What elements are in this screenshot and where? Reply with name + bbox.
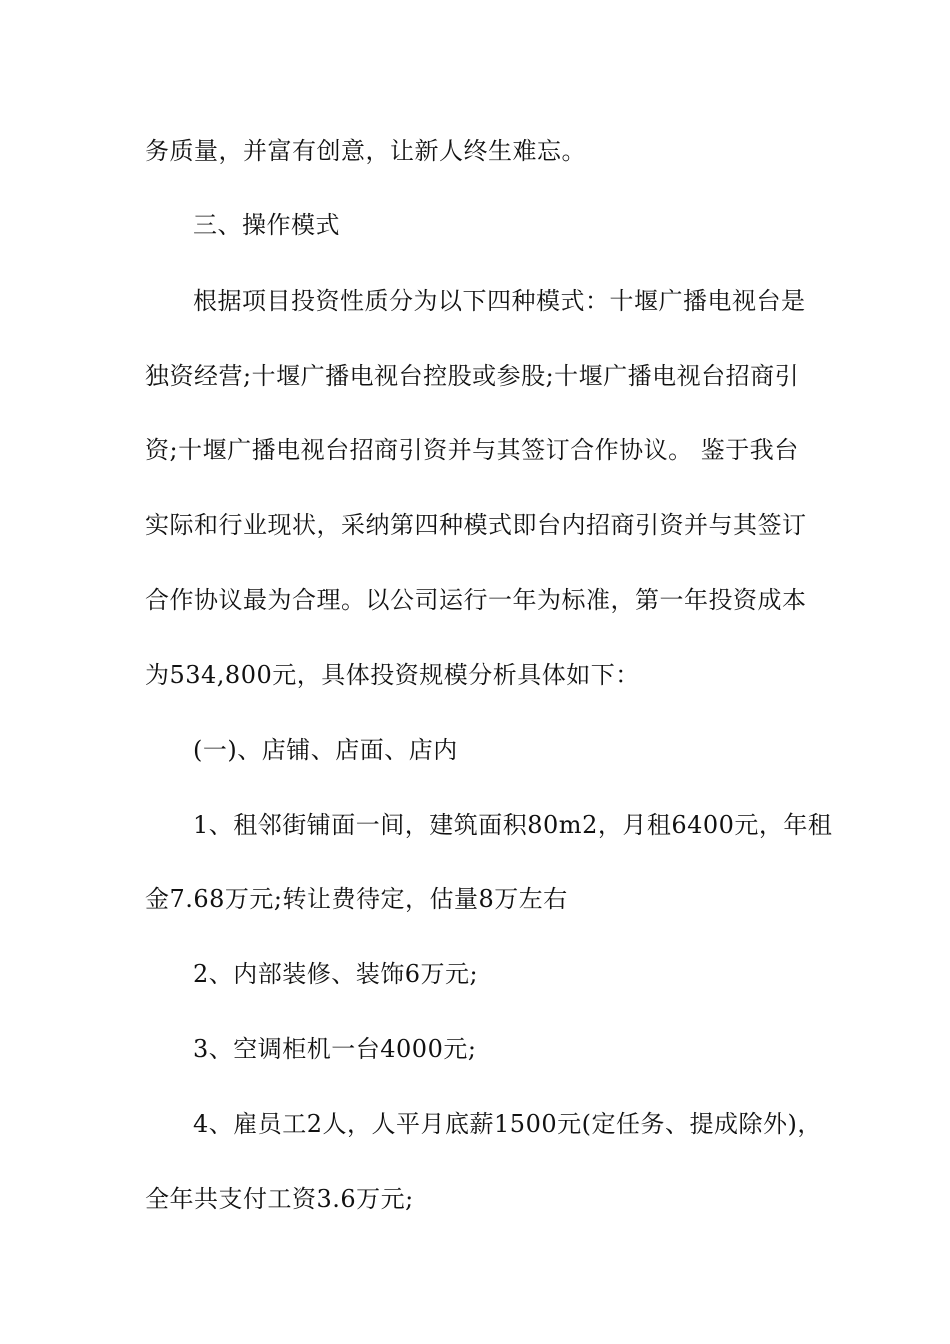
section-heading-operation-mode: 三、操作模式: [193, 211, 340, 239]
list-item-2: 2、内部装修、装饰6万元;: [193, 960, 479, 988]
list-item-1: 1、租邻街铺面一间，建筑面积80m2，月租6400元，年租: [193, 811, 833, 839]
list-item-4-continued: 全年共支付工资3.6万元;: [145, 1185, 414, 1213]
text-line-7: 合作协议最为合理。以公司运行一年为标准，第一年投资成本: [145, 586, 807, 614]
text-line-6: 实际和行业现状，采纳第四种模式即台内招商引资并与其签订: [145, 511, 807, 539]
text-line-8: 为534,800元，具体投资规模分析具体如下：: [145, 661, 640, 689]
text-line-3: 根据项目投资性质分为以下四种模式：十堰广播电视台是: [193, 287, 806, 315]
text-line-1: 务质量，并富有创意，让新人终生难忘。: [145, 137, 586, 165]
list-item-1-continued: 金7.68万元;转让费待定，估量8万左右: [145, 885, 568, 913]
text-line-4: 独资经营;十堰广播电视台控股或参股;十堰广播电视台招商引: [145, 362, 800, 390]
list-item-4: 4、雇员工2人，人平月底薪1500元(定任务、提成除外)，: [193, 1110, 822, 1138]
subsection-heading-store: (一)、店铺、店面、店内: [193, 736, 458, 764]
list-item-3: 3、空调柜机一台4000元;: [193, 1035, 477, 1063]
text-line-5: 资;十堰广播电视台招商引资并与其签订合作协议。 鉴于我台: [145, 436, 799, 464]
